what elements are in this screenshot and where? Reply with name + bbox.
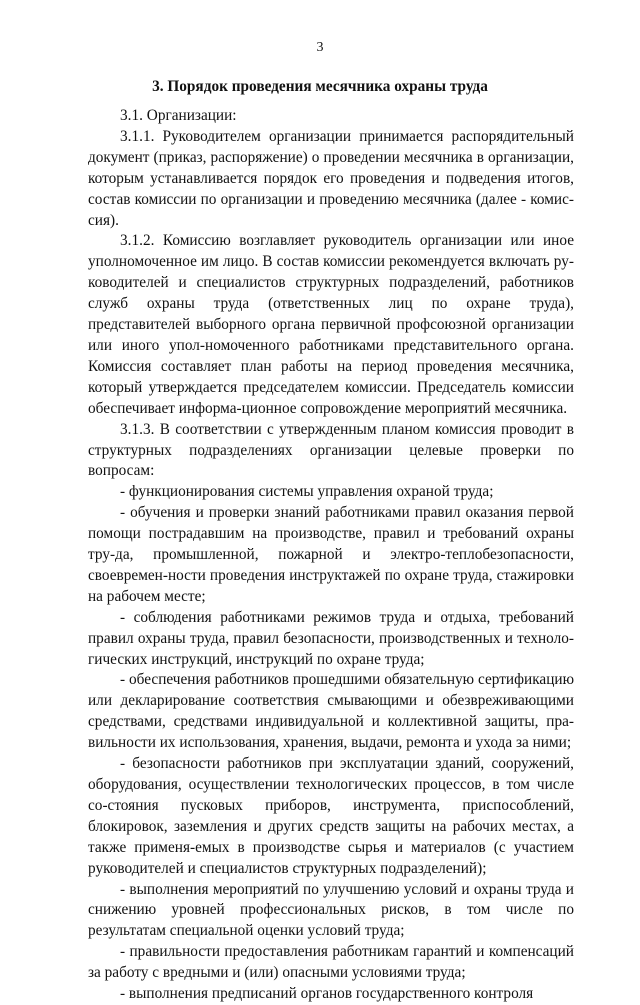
list-item: - функционирования системы управления охраной труда;	[120, 483, 494, 501]
document-body	[88, 106, 574, 1005]
list-item: - обеспечения работников прошедшими обязательную сертификацию или декларирование соответствия смывающими и обезвреживающими средствами, средствами индивидуальной и коллективной защиты, пра-вильности их использования, хранения, выдачи, ремонта и ухода за ними;	[88, 671, 574, 752]
paragraph: 3.1.1. Руководителем организации принимается распорядительный документ (приказ, распоряжение) о проведении месячника в организации, которым устанавливается порядок его проведения и подведения итогов, состав комиссии по организации и проведению месячника (далее - комис-сия).	[88, 127, 574, 229]
list-item: - правильности предоставления работникам гарантий и компенсаций за работу с вредными и (или) опасными условиями труда;	[88, 943, 574, 982]
paragraph: 3.1. Организации:	[120, 107, 237, 124]
list-item: - выполнения предписаний органов государственного контроля	[120, 985, 534, 1003]
list-item: - выполнения мероприятий по улучшению условий и охраны труда и снижению уровней профессиональных рисков, в том числе по результатам специальной оценки условий труда;	[88, 880, 574, 940]
list-item: - соблюдения работниками режимов труда и отдыха, требований правил охраны труда, правил безопасности, производственных и техноло-гических инструкций, инструкций по охране труда;	[88, 608, 574, 668]
page-number: 3	[316, 40, 324, 55]
paragraph: 3.1.2. Комиссию возглавляет руководитель организации или иное уполномоченное им лицо. В состав комиссии рекомендуется включать ру-ководителей и специалистов структурных подразделений, работников служб охраны труда (ответственных лиц по охране труда), представителей выборного органа первичной профсоюзной организации или иного упол-номоченного работниками представительного органа. Комиссия составляет план работы на период проведения месячника, который утверждается председателем комиссии. Председатель комиссии обеспечивает информа-ционное сопровождение мероприятий месячника.	[88, 232, 574, 417]
list-item: - обучения и проверки знаний работниками правил оказания первой помощи пострадавшим на производстве, правил и требований охраны тру-да, промышленной, пожарной и электро-теплобезопасности, своевремен-ности проведения инструктажей по охране труда, стажировки на рабочем месте;	[88, 504, 574, 605]
section-title: 3. Порядок проведения месячника охраны труда	[152, 78, 488, 95]
list-item: - безопасности работников при эксплуатации зданий, сооружений, оборудования, осуществлении технологических процессов, в том числе со-стояния пусковых приборов, инструмента, приспособлений, блокировок, заземления и других средств защиты на рабочих местах, а также применя-емых в производстве сырья и материалов (с участием руководителей и специалистов структурных подразделений);	[88, 755, 574, 877]
paragraph: 3.1.3. В соответствии с утвержденным планом комиссия проводит в структурных подразделениях организации целевые проверки по вопросам:	[88, 420, 574, 480]
